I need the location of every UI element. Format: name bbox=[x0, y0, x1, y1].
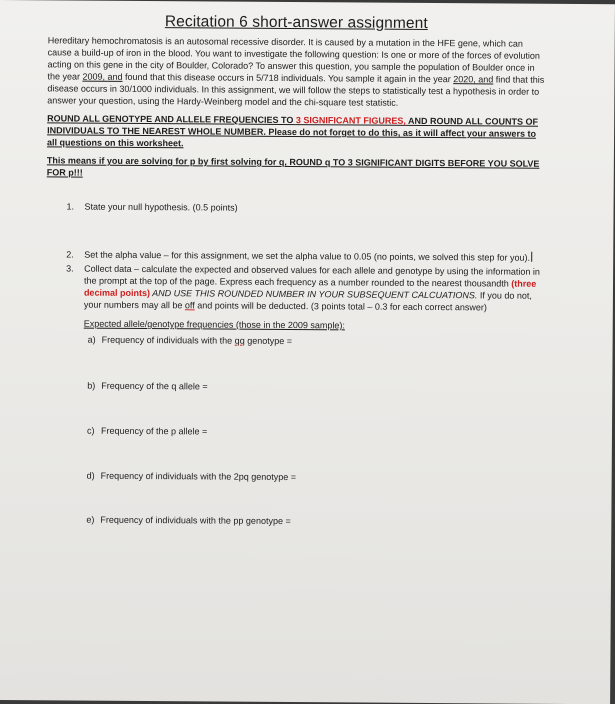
rounding-note bbox=[47, 154, 544, 181]
intro-year-2009: 2009, and bbox=[82, 71, 123, 82]
subquestion-a bbox=[88, 335, 543, 348]
subquestion-c-letter: c) bbox=[86, 425, 95, 436]
rounding-rule bbox=[47, 112, 544, 151]
question-3-text-d: and points will be deducted. (3 points total – 0.3 for each correct answer) bbox=[194, 300, 487, 313]
subquestion-b-text: Frequency of the q allele = bbox=[101, 380, 208, 392]
subquestion-e-letter: e) bbox=[86, 514, 95, 525]
intro-text-1: Hereditary hemochromatosis is an autosomal recessive disorder. It is caused by a mutation in the HFE gene, which can cause a build-up of iron in the blood. You want to investigate the following question: Is one or more of the forces of evolution acting on this gene in the city of Boulder, Colorado? To answer this question, you sample the population of Boulder once in the year bbox=[47, 35, 540, 82]
subquestion-d-letter: d) bbox=[86, 470, 95, 481]
subquestion-a-genotype: qq bbox=[234, 335, 245, 346]
intro-paragraph bbox=[47, 34, 544, 109]
question-2-number: 2. bbox=[66, 249, 74, 260]
question-2-text: Set the alpha value – for this assignment, we set the alpha value to 0.05 (no points, we solved this step for you). bbox=[84, 249, 531, 263]
question-3-text-b: AND USE THIS ROUNDED NUMBER IN YOUR SUBSEQUENT CALCUATIONS. bbox=[149, 288, 478, 301]
subquestion-b-letter: b) bbox=[87, 380, 96, 391]
subquestion-a-letter: a) bbox=[87, 334, 96, 345]
question-1-text: State your null hypothesis. (0.5 points) bbox=[84, 201, 238, 213]
question-2 bbox=[66, 248, 543, 263]
rounding-rule-text-b: AND ROUND ALL COUNTS OF INDIVIDUALS TO THE NEAREST WHOLE NUMBER. Please do not forget to do this, as it will affect your answers to all questions on this worksheet. bbox=[46, 115, 539, 149]
subquestion-c bbox=[87, 426, 542, 439]
text-cursor bbox=[531, 252, 532, 262]
subquestion-a-text-post: genotype = bbox=[244, 335, 293, 347]
page-title: Recitation 6 short-answer assignment bbox=[164, 13, 428, 32]
subquestion-d-text: Frequency of individuals with the 2pq genotype = bbox=[100, 470, 297, 483]
question-3 bbox=[66, 262, 543, 313]
question-3-off: off bbox=[184, 300, 195, 311]
subquestion-b bbox=[87, 381, 542, 394]
rounding-rule-red: 3 SIGNIFICANT FIGURES, bbox=[295, 115, 406, 126]
intro-text-3: find that this disease occurs in 30/1000 individuals. In this assignment, we will follow the steps to statistically test a hypothesis in order to answer your question, using the Hardy-Weinberg model and the chi-square test statistic. bbox=[47, 74, 545, 108]
expected-frequencies-heading: Expected allele/genotype frequencies (those in the 2009 sample): bbox=[83, 318, 345, 331]
subquestion-e-text: Frequency of individuals with the pp genotype = bbox=[100, 514, 291, 527]
question-3-red: (three decimal points) bbox=[83, 278, 537, 299]
question-3-number: 3. bbox=[66, 263, 74, 274]
rounding-note-text: This means if you are solving for p by first solving for q, ROUND q TO 3 SIGNIFICANT DIGITS BEFORE YOU SOLVE FOR p!!! bbox=[46, 155, 540, 178]
question-1-number: 1. bbox=[66, 201, 75, 212]
question-3-text-c: If you do not, your numbers may all be bbox=[83, 290, 532, 311]
subquestion-e bbox=[86, 515, 541, 528]
question-3-text-a: Collect data – calculate the expected and observed values for each allele and genotype by using the information in the prompt at the top of the page. Express each frequency as a number rounded to the nearest thousandth bbox=[84, 263, 540, 289]
subquestion-a-text-pre: Frequency of individuals with the bbox=[101, 334, 235, 346]
intro-text-2: found that this disease occurs in 5/718 individuals. You sample it again in the year bbox=[122, 71, 454, 85]
question-1 bbox=[67, 200, 544, 215]
subquestion-c-text: Frequency of the p allele = bbox=[100, 425, 208, 437]
intro-year-2020: 2020, and bbox=[453, 74, 494, 85]
rounding-rule-text-a: ROUND ALL GENOTYPE AND ALLELE FREQUENCIES TO bbox=[47, 113, 296, 126]
subquestion-d bbox=[87, 471, 542, 484]
